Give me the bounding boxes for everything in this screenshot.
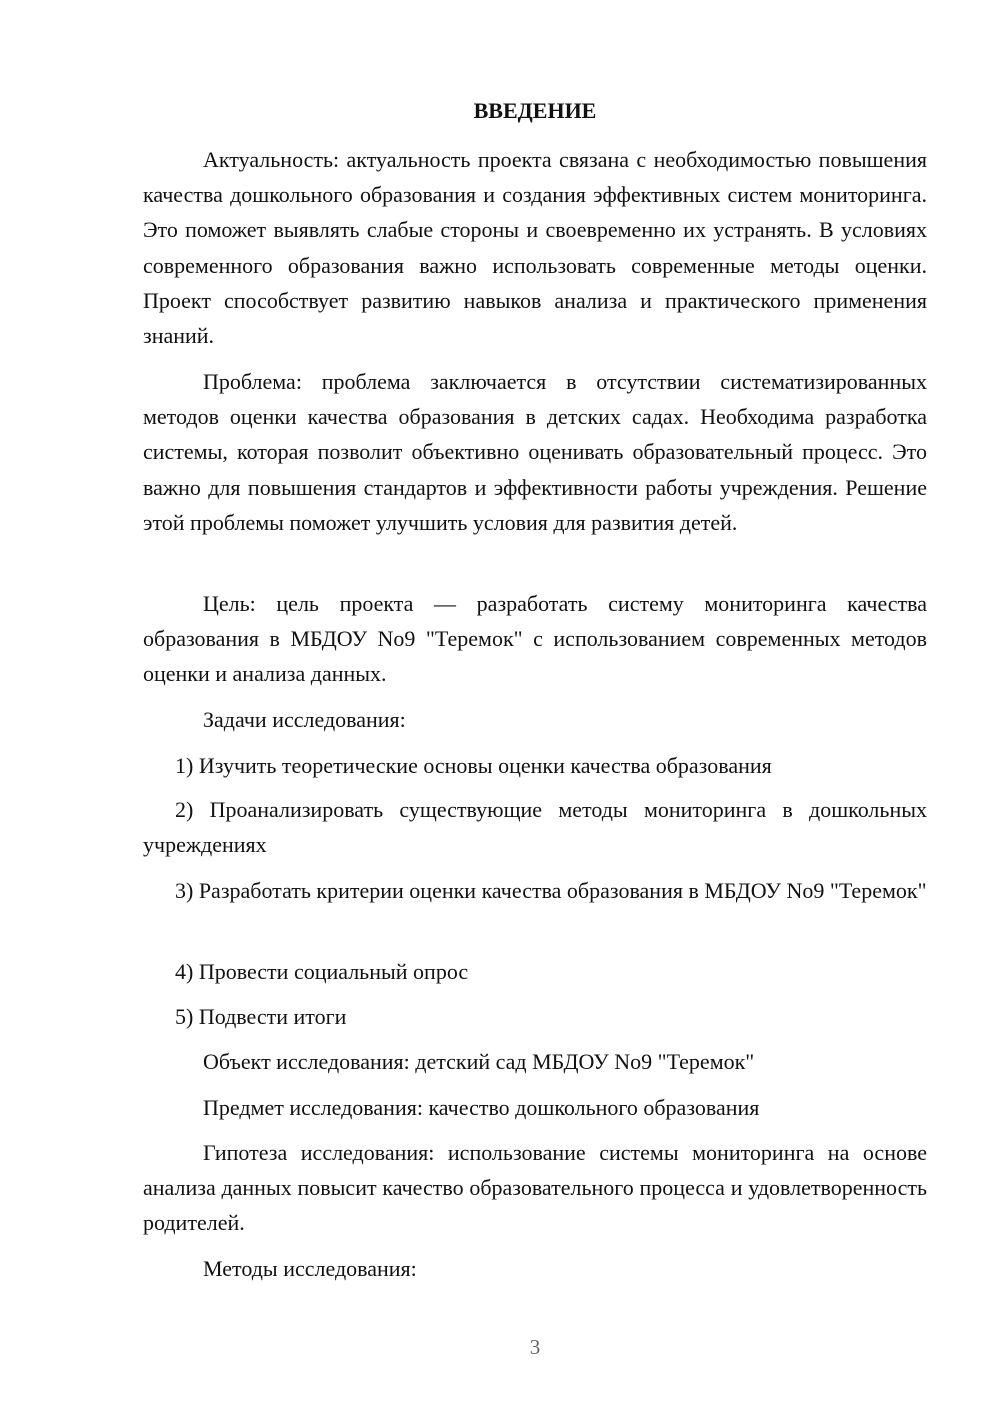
research-object: Объект исследования: детский сад МБДОУ No9 "Теремок" — [203, 1049, 755, 1074]
section-heading: ВВЕДЕНИЕ — [473, 98, 597, 123]
research-subject: Предмет исследования: качество дошкольного образования — [203, 1095, 760, 1120]
relevance-paragraph: Актуальность: актуальность проекта связана с необходимостью повышения качества дошкольного образования и создания эффективных систем мониторинга. Это поможет выявлять слабые стороны и своевременно их устранять. В условиях современного образования важно использовать современные методы оценки. Проект способствует развитию навыков анализа и практического применения знаний. — [143, 147, 927, 349]
goal-paragraph: Цель: цель проекта — разработать систему мониторинга качества образования в МБДОУ No9 "Теремок" с использованием современных методов оценки и анализа данных. — [143, 591, 927, 687]
task-item-4: 4) Провести социальный опрос — [175, 959, 469, 984]
task-item-1: 1) Изучить теоретические основы оценки качества образования — [175, 753, 772, 778]
methods-title: Методы исследования: — [203, 1256, 417, 1281]
research-hypothesis: Гипотеза исследования: использование системы мониторинга на основе анализа данных повысит качество образовательного процесса и удовлетворенность родителей. — [143, 1140, 927, 1236]
task-item-2: 2) Проанализировать существующие методы мониторинга в дошкольных учреждениях — [143, 797, 927, 858]
problem-paragraph: Проблема: проблема заключается в отсутствии систематизированных методов оценки качества образования в детских садах. Необходима разработка системы, которая позволит объективно оценивать образовательный процесс. Это важно для повышения стандартов и эффективности работы учреждения. Решение этой проблемы поможет улучшить условия для развития детей. — [143, 369, 927, 535]
task-item-3: 3) Разработать критерии оценки качества образования в МБДОУ No9 "Теремок" — [175, 878, 927, 903]
page-number: 3 — [529, 1335, 541, 1359]
tasks-title: Задачи исследования: — [203, 707, 406, 732]
task-item-5: 5) Подвести итоги — [175, 1004, 347, 1029]
